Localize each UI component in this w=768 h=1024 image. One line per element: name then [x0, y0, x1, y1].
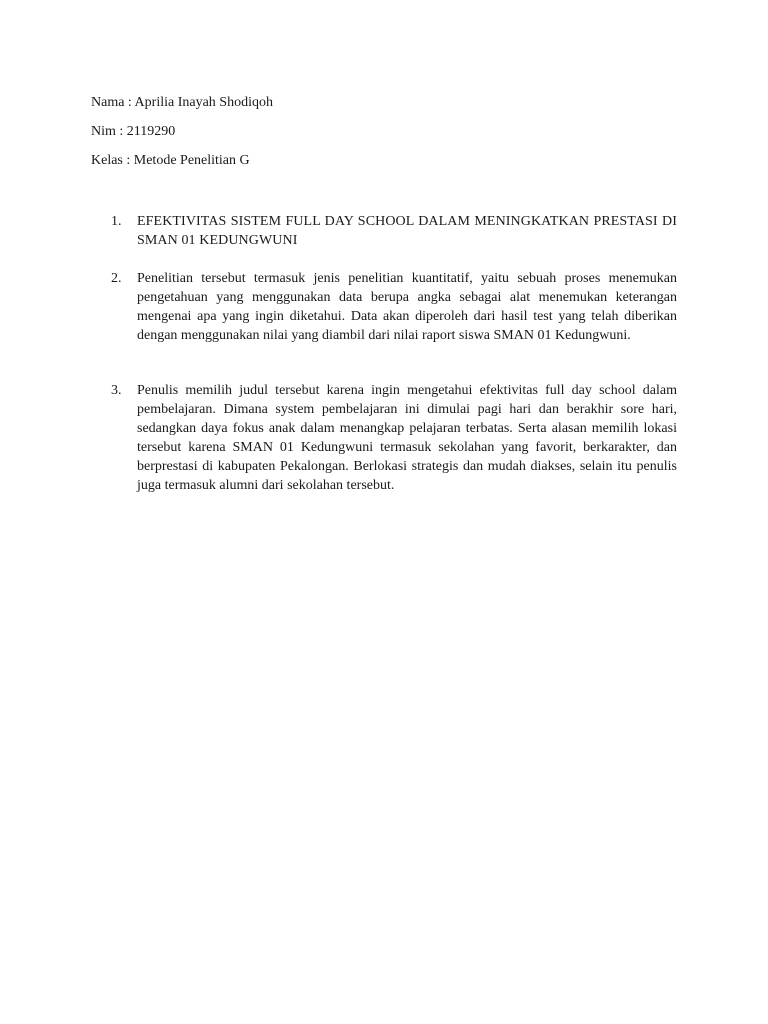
list-item: [104, 269, 677, 345]
list-item-text: Penulis memilih judul tersebut karena ingin mengetahui efektivitas full day school dalam pembelajaran. Dimana system pembelajaran ini dimulai pagi hari dan berakhir sore hari, sedangkan daya fokus anak dalam menangkap pelajaran terbatas. Serta alasan memilih lokasi tersebut karena SMAN 01 Kedungwuni termasuk sekolahan yang favorit, berkarakter, dan berprestasi di kabupaten Pekalongan. Berlokasi strategis dan mudah diakses, selain itu penulis juga termasuk alumni dari sekolahan tersebut.: [137, 383, 677, 493]
list-item: [104, 381, 677, 495]
list-item-number: 1.: [111, 214, 122, 229]
list-item: [104, 212, 677, 250]
student-nim: Nim : 2119290: [91, 124, 176, 139]
student-class: Kelas : Metode Penelitian G: [91, 153, 250, 168]
list-item-text: Penelitian tersebut termasuk jenis penelitian kuantitatif, yaitu sebuah proses menemukan pengetahuan yang menggunakan data berupa angka sebagai alat menemukan keterangan mengenai apa yang ingin diketahui. Data akan diperoleh dari hasil test yang telah diberikan dengan menggunakan nilai yang diambil dari nilai raport siswa SMAN 01 Kedungwuni.: [137, 271, 677, 343]
list-item-number: 2.: [111, 271, 122, 286]
student-name: Nama : Aprilia Inayah Shodiqoh: [91, 95, 273, 110]
research-title: EFEKTIVITAS SISTEM FULL DAY SCHOOL DALAM MENINGKATKAN PRESTASI DI SMAN 01 KEDUNGWUNI: [137, 214, 677, 248]
answer-list: [104, 212, 677, 495]
student-info: [91, 94, 691, 181]
list-item-number: 3.: [111, 383, 122, 398]
